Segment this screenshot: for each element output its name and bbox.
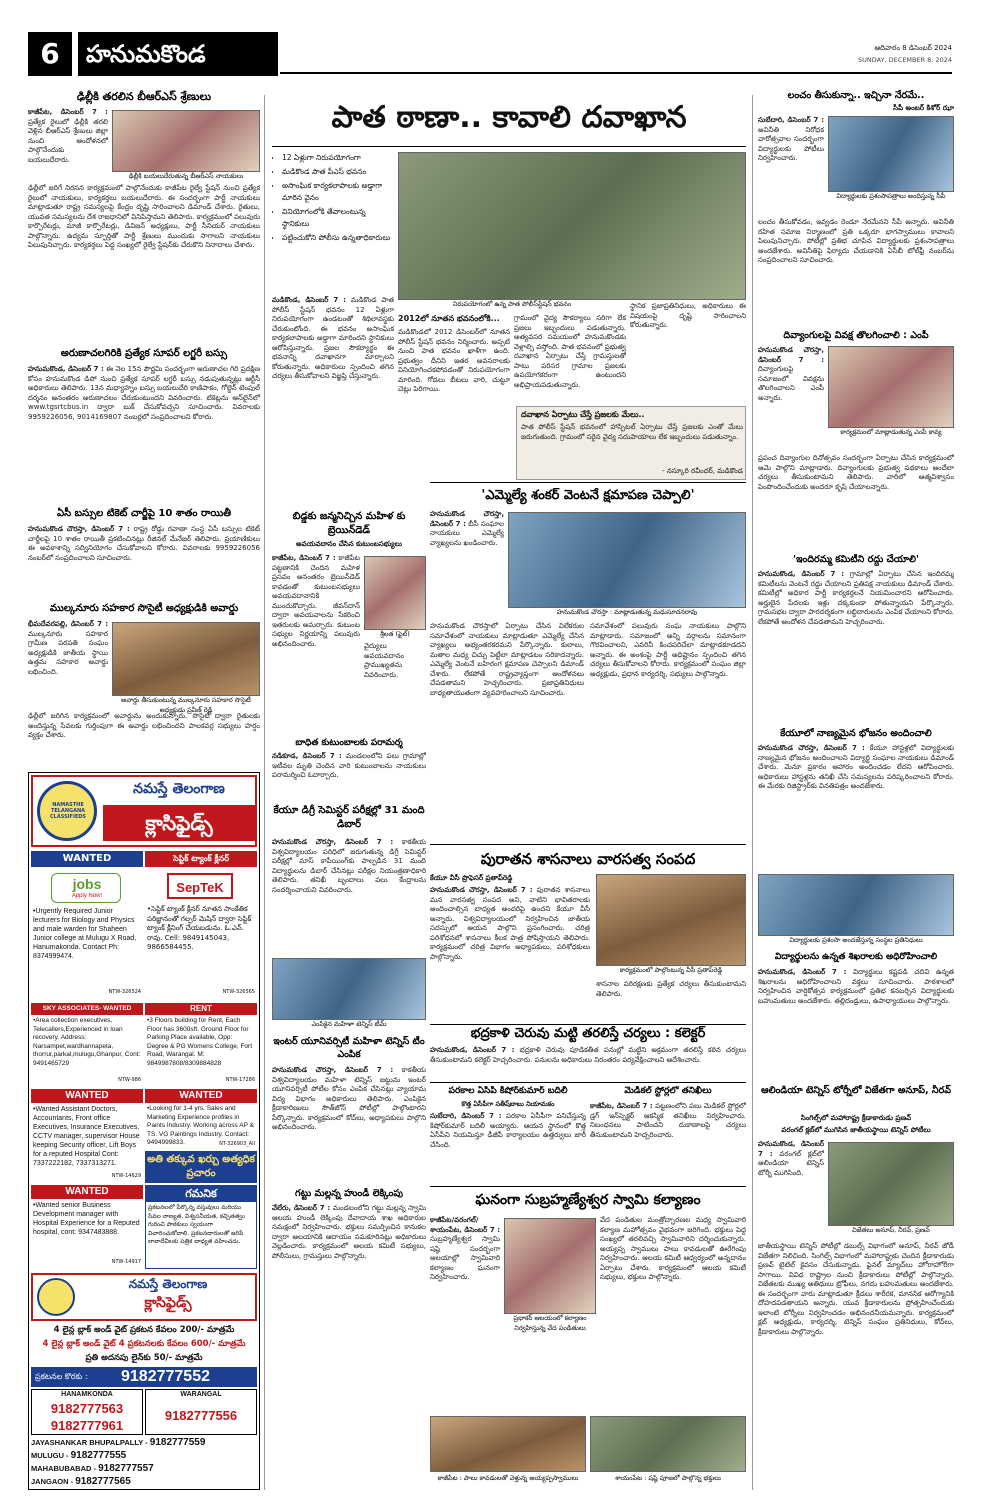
story-headline: లంచం తీసుకున్నా.. ఇచ్చినా నేరమే.. (787, 90, 925, 101)
story-birds (272, 484, 426, 736)
story-dateline: మడికొండ, డిసెంబర్ 7 : (272, 296, 347, 304)
office-city: HANAMKONDA (61, 1391, 113, 1398)
story-dateline: కాజీపేట, డిసెంబర్ 7 : (272, 554, 336, 562)
story-subhead: వరంగల్ క్లబ్‌లో ముగిసిన జాతీయస్థాయి టెన్నిస్ పోటీలు (781, 1126, 931, 1134)
story-headline: 'ఎమ్మెల్యే శంకర్ వెంటనే క్షమాపణ చెప్పాలి' (481, 488, 695, 503)
section-rule (430, 482, 746, 483)
sky-title: SKY ASSOCIATES- WANTED (31, 1003, 143, 1015)
district-row: JANGAON - 9182777565 (31, 1476, 131, 1487)
story-body: మడికొండలో 2012 డిసెంబర్‌లో నూతన పోలీస్ స్టేషన్ భవనం నిర్మించారు. అప్పటి నుంచి పాత భవనం ఖాళీగా ఉంది. ప్రభుత్వం దీనిని ఇతర అవసరాలకు వినియోగించకపోవడంతో నిరుపయోగంగా మారింది. గోడలు బీటలు వారి, చుట్టూ చెట్లు పెరిగాయి. (398, 328, 510, 393)
story-subhead: అవయవదానం చేసిన కుటుంబసభ్యులు (296, 540, 402, 548)
story-headline: 'ఇందిరమ్మ కమిటీని రద్దు చేయాలి' (793, 554, 919, 565)
jobs-logo (51, 873, 121, 903)
story-degree (272, 802, 426, 1032)
district-phone[interactable]: 9182777555 (70, 1450, 127, 1461)
story-dateline: సుబేదారి, డిసెంబర్ 7 : (758, 116, 824, 124)
story-body: కాజీపేట, డిసెంబర్ 7 : ప్రత్యేక రైలులో ఢిల్లీకి తరలి వెళ్లిన బీఆర్‌ఎస్ శ్రేణులు జిల్లా నుంచి ఆందోళనలో పాల్గొనేందుకు బయలుదేరారు. (28, 108, 108, 164)
wanted-title: WANTED (145, 1089, 257, 1103)
bullet-box (272, 152, 394, 292)
story-dateline: సుబేదారి, డిసెంబర్ 7 : (430, 1112, 502, 1120)
photo-caption: అవార్డు తీసుకుంటున్న ముల్కనూరు సహకార సొసైటీ అధ్యక్షుడు ప్రవీణ్ రెడ్డి (112, 696, 260, 716)
jobs-ad-text: •Urgently Required Junior lecturers for Biology and Physics and male warden for Shaheen Junior college at Mulugu X Road, Hanumakonda. Contact Ph: 8374999474. (33, 908, 137, 960)
story-bhadrakali (430, 1026, 746, 1080)
story-body: సమావేశంలో పలువురు సంఘ నాయకులు పాల్గొని మాట్లాడారు. సమాజంలో అన్ని వర్గాలను సమానంగా గౌరవించాలని, ఎవరినీ కించపరిచేలా మాట్లాడకూడదని అన్నారు. ఈ అంశంపై పార్టీ అధిష్టానం స్పందించి తగిన చర్యలు తీసుకోవాలని కోరారు. కార్యక్రమంలో సంఘం జిల్లా అధ్యక్షుడు, ప్రధాన కార్యదర్శి, సభ్యులు పాల్గొన్నారు. (590, 622, 746, 678)
header-date-english: SUNDAY, DECEMBER 8, 2024 (857, 56, 952, 64)
contact-phone[interactable]: 9182777552 (121, 1368, 210, 1385)
district-city: MULUGU (31, 1451, 64, 1460)
story-headline: ఢిల్లీకి తరలిన బీఆర్‌ఎస్ శ్రేణులు (76, 90, 212, 103)
story-headline: పురాతన శాసనాలు వారసత్వ సంపద (480, 850, 696, 868)
story-body: వైద్యులు అవయవదానం ప్రాముఖ్యతను వివరించారు. (364, 642, 405, 679)
rent-title: RENT (145, 1003, 257, 1015)
classifieds-seal (37, 1278, 75, 1316)
office-phone[interactable]: 9182777563 (50, 1401, 124, 1416)
story-photo (828, 116, 954, 192)
story-photo (364, 556, 426, 630)
photo-caption: ఎంపికైన మహిళా టెన్నిస్ టీమ్ (272, 1020, 426, 1030)
photo-caption: కార్యక్రమంలో పాల్గొంటున్న వీసీ ప్రతాప్‌రెడ్డి (596, 966, 746, 976)
headline-rule (272, 146, 746, 147)
story-dateline: వేలేరు, డిసెంబర్ 7 : (272, 1204, 331, 1212)
story-body: లంచం తీసుకోవడం, ఇవ్వడం రెండూ నేరమేనని సీపీ అన్నారు. అవినీతి రహిత సమాజ నిర్మాణంలో ప్రతి ఒక్కరూ భాగస్వాములు కావాలని పిలుపునిచ్చారు. పోటీల్లో ప్రతిభ చూపిన విద్యార్థులకు ప్రశంసాపత్రాలు అందజేశారు. అవినీతిపై ఫిర్యాదు చేయడానికి ఏసీబీ టోల్‌ఫ్రీ నంబర్‌ను సంప్రదించాలని సూచించారు. (758, 218, 954, 264)
story-body: స్థానిక ప్రజాప్రతినిధులు, అధికారులు ఈ విషయంపై దృష్టి సారించాలని కోరుతున్నారు. (630, 302, 746, 329)
subhead: 2012లో నూతన భవనంలోకి... (398, 314, 500, 323)
story-dateline: హనుమకొండ చౌరస్తా, డిసెంబర్ 7 : (272, 1066, 394, 1074)
story-body: హనుమకొండ చౌరస్తాలో ఏర్పాటు చేసిన విలేకరుల సమావేశంలో నాయకులు మాట్లాడుతూ ఎమ్మెల్యే చేసిన వ్యాఖ్యలు అభ్యంతరకరమని పేర్కొన్నారు. కులాలు, మతాల మధ్య చిచ్చు పెట్టేలా మాట్లాడటం సరికాదన్నారు. ఎమ్మెల్యే వెంటనే బహిరంగ క్షమాపణ చెప్పాలని డిమాండ్ చేశారు. లేకపోతే రాష్ట్రవ్యాప్తంగా ఆందోళనలు చేపడతామని హెచ్చరించారు. ప్రజాప్రతినిధులు బాధ్యతాయుతంగా వ్యవహరించాలని సూచించారు. (430, 622, 584, 697)
story-headline: ఆలిండియా టెన్నిస్ టోర్నీలో విజేతగా అనూప్, నీరవ్ (761, 1085, 951, 1096)
district-row: MULUGU - 9182777555 (31, 1450, 127, 1461)
story-body: హనుమకొండ చౌరస్తా, డిసెంబర్ 7 : కాకతీయ విశ్వవిద్యాలయం మహిళా టెన్నిస్ జట్టును ఇంటర్ యూనివర్సిటీ పోటీల కోసం ఎంపిక చేసినట్లు వ్యాయామ విద్య విభాగం అధికారులు తెలిపారు. ఎంపికైన క్రీడాకారిణులు సౌత్‌జోన్ పోటీల్లో పాల్గొంటారని పేర్కొన్నారు. కార్యక్రమంలో కోచ్‌లు, అధ్యాపకులు పాల్గొని అభినందించారు. (272, 1066, 426, 1131)
story-headline: పరకాల ఏసీపీ కిషోర్‌కుమార్ బదిలీ (448, 1086, 568, 1096)
jobs-logo-text: jobs (72, 876, 102, 892)
office-hanamkonda (31, 1389, 143, 1435)
sky-text: •Area collection executives, Telecallers,Experienced in loan recovery. Address: Narsampet,wardhannapeta, thorrur,parkal,mulugu,Ghanpur, Cont: 9491465729 (33, 1017, 141, 1067)
story-dateline: కాజీపేట/వరంగల్/శాయంపేట, డిసెంబర్ 7 : (430, 1216, 500, 1234)
bullet-item: • 12 ఏళ్లుగా నిరుపయోగంగా (282, 152, 394, 164)
story-ac-bus (28, 503, 260, 598)
photo-caption: నిరుపయోగంలో ఉన్న పాత పోలీస్‌స్టేషన్ భవనం (398, 300, 626, 310)
story-photo (508, 512, 746, 608)
story-body: హనుమకొండ చౌరస్తా, డిసెంబర్ 7 : కాకతీయ విశ్వవిద్యాలయం పరిధిలో జరుగుతున్న డిగ్రీ సెమిస్టర్ పరీక్షల్లో మాస్ కాపీయింగ్‌కు పాల్పడిన 31 మంది విద్యార్థులను డిబార్ చేసినట్లు పరీక్షల నియంత్రణాధికారి తెలిపారు. తనిఖీ బృందాలు పలు కేంద్రాలను సందర్శించాయని వివరించారు. (272, 838, 426, 894)
story-dateline: కాజీపేట, డిసెంబర్ 7 : (590, 1102, 653, 1110)
section-rule (430, 1186, 746, 1187)
story-dateline: హనుమకొండ, డిసెంబర్ 7 : (758, 968, 847, 976)
wanted-code: NTW-14629 (111, 1173, 141, 1179)
contact-label: ప్రకటనల కొరకు : (35, 1372, 88, 1381)
story-photo (828, 1142, 954, 1226)
story-bus (28, 343, 260, 503)
district-city: MAHABUBABAD (31, 1464, 92, 1473)
story-dateline: హనుమకొండ చౌరస్తా, డిసెంబర్ 7 : (758, 346, 824, 364)
story-mla (430, 484, 746, 842)
story-dateline: హనుమకొండ, డిసెంబర్ 7 : (28, 365, 104, 373)
column-rule (264, 95, 265, 1490)
story-dateline: నడికూడ, డిసెంబర్ 7 : (272, 752, 342, 760)
classifieds-sub: క్లాసిఫైడ్స్ (144, 1295, 192, 1311)
price-line: 4 లైన్ల బ్లాక్ అండ్ వైట్ ప్రకటన కేవలం 200/- మాత్రమే (53, 1325, 235, 1335)
promo-box: అతి తక్కువ ఖర్చు అత్యధిక ప్రచారం (145, 1151, 257, 1183)
header-date-telugu: ఆదివారం 8 డిసెంబర్ 2024 (874, 44, 952, 52)
story-body: కాజీపేట, డిసెంబర్ 7 : పట్టణంలోని పలు మెడికల్ స్టోర్లలో డ్రగ్ ఇన్‌స్పెక్టర్ ఆకస్మిక తనిఖీలు నిర్వహించారు. నిబంధనలు పాటించని దుకాణాలపై చర్యలు తీసుకుంటామని హెచ్చరించారు. (590, 1102, 746, 1139)
wanted-ad-bdm[interactable] (31, 1185, 143, 1269)
district-phone[interactable]: 9182777559 (149, 1437, 206, 1448)
district-phone[interactable]: 9182777557 (98, 1463, 154, 1474)
story-body: భీమదేవరపల్లి, డిసెంబర్ 7 : ముల్కనూరు సహకార గ్రామీణ పరపతి సంఘం అధ్యక్షుడికి జాతీయ స్థాయి ఉత్తమ సహకార అవార్డు లభించింది. (28, 620, 108, 676)
story-tennis (758, 1082, 954, 1490)
district-city: JANGAON (31, 1477, 69, 1486)
photo-caption: విజేతలు అనూప్, నీరవ్, ప్రణవ్ (828, 1226, 954, 1236)
page-number: 6 (28, 32, 72, 76)
septic-label: సెప్టిక్ ట్యాంక్ క్లీనర్ (145, 851, 257, 867)
story-indiramma (758, 552, 954, 724)
story-body: హనుమకొండ చౌరస్తా, డిసెంబర్ 7 : బీసీ సంఘాల నాయకులు ఎమ్మెల్యే వ్యాఖ్యలను ఖండించారు. (430, 510, 504, 547)
main-story (272, 88, 746, 480)
photo-caption: కాజీపేట : పాలు కావడులతో వెళ్తున్న అయ్యప్పస్వాములు (430, 1474, 586, 1484)
byline: - నస్కూరి రవీందర్, మడికొండ (662, 467, 743, 475)
story-body: ఢిల్లీలో జరిగిన కార్యక్రమంలో అవార్డును అందుకున్నారు. సొసైటీ ద్వారా రైతులకు అందిస్తున్న సేవలకు గుర్తింపుగా ఈ అవార్డు లభించిందని పాలకవర్గ సభ్యులు హర్షం వ్యక్తం చేశారు. (28, 712, 260, 739)
wanted-text: •Looking for 1-4 yrs. Sales and Marketing Experience profiles in Paints Industry. Working across AP & TS. VG Paintings Industry. Contact: 9494999833. (147, 1105, 254, 1146)
story-headline: బిడ్డకు జన్మనిచ్చిన మహిళ కు బ్రెయిన్‌డెడ్ (292, 511, 406, 536)
photo-caption: ఢిల్లీకి బయలుదేరుతున్న బీఆర్‌ఎస్ నాయకులు (112, 172, 260, 182)
story-photo (430, 1416, 586, 1472)
price-line: 4 లైన్ల బ్లాక్ అండ్ వైట్ 4 ప్రకటనలకు కేవలం 600/- మాత్రమే (42, 1339, 246, 1349)
story-body: శాసనాల పరిరక్షణకు ప్రత్యేక చర్యలు తీసుకుంటామని తెలిపారు. (596, 980, 746, 998)
story-divyang (758, 328, 954, 550)
story-body: హనుమకొండ, డిసెంబర్ 7 : భద్రకాళి చెరువు పూడికతీత పనుల్లో మట్టిని అక్రమంగా తరలిస్తే కఠిన చర్యలు తీసుకుంటామని కలెక్టర్ హెచ్చరించారు. పనులను అధికారులు నిరంతరం పర్యవేక్షించాలని ఆదేశించారు. (430, 1046, 746, 1064)
story-brs (28, 88, 260, 343)
story-headline: అరుణాచలగిరికి ప్రత్యేక సూపర్ లగ్జరీ బస్సు (60, 348, 228, 359)
bullet-item: • పట్టించుకోని పోలీసు ఉన్నతాధికారులు (282, 232, 394, 244)
district-row: MAHABUBABAD - 9182777557 (31, 1463, 154, 1474)
wanted-code: NTW-14917 (111, 1259, 141, 1265)
story-subhead: సింగిల్స్‌లో మహారాష్ట్ర క్రీడాకారుడు ప్రణవ్ (800, 1114, 912, 1122)
section-title: హనుమకొండ (78, 32, 278, 76)
wanted-text: •Wanted senior Business Development manager with Hospital Experience for a Reputed hospital, cont: 9347483888. (33, 1202, 140, 1236)
ganika-box (145, 1185, 257, 1269)
story-body: నడికూడ, డిసెంబర్ 7 : మండలంలోని పలు గ్రామాల్లో ఇటీవల మృతి చెందిన వారి కుటుంబాలను నాయకులు పరామర్శించి ఓదార్చారు. (272, 752, 426, 779)
main-headline: పాత ఠాణా.. కావాలి దవాఖాన (331, 100, 687, 135)
photo-caption: విద్యార్థులకు ప్రశంసా అందజేస్తున్న సంస్థల ప్రతినిధులు (758, 936, 954, 946)
story-lancham (758, 88, 954, 326)
wanted-code: NT-326903_All (219, 1141, 255, 1147)
sky-ad[interactable] (31, 1003, 143, 1087)
district-phone[interactable]: 9182777565 (75, 1476, 131, 1487)
story-headline: మెడికల్ స్టోర్లలో తనిఖీలు (624, 1086, 712, 1096)
septic-ad-code: NTW-326565 (222, 989, 255, 995)
wanted-ad-paints[interactable] (145, 1089, 257, 1149)
story-subhead: కొత్త ఏసీపీగా సతీష్‌బాబు నియామకం (461, 1100, 555, 1108)
story-kaya (758, 726, 954, 948)
classifieds-brand: నమస్తే తెలంగాణ (128, 1277, 208, 1291)
story-body: వేద పండితుల మంత్రోచ్ఛారణల మధ్య స్వామివారి కల్యాణ మహోత్సవం వైభవంగా జరిగింది. భక్తులు పెద్ద సంఖ్యలో తరలివచ్చి స్వామివారిని దర్శించుకున్నారు. అయ్యప్ప స్వాములు పాలు కావడులతో ఊరేగింపు నిర్వహించారు. ఆలయ కమిటీ ఆధ్వర్యంలో అన్నదానం ఏర్పాటు చేశారు. కార్యక్రమంలో ఆలయ కమిటీ సభ్యులు, భక్తులు పాల్గొన్నారు. (600, 1216, 746, 1281)
septic-ad-text: •సెప్టిక్ ట్యాంక్ క్లీనర్ నూతన సాంకేతిక పరిజ్ఞానంతో గల్పర్ మెషిన్ ద్వారా సెప్టిక్ ట్యాంక్ క్లీనింగ్ చేయబడును. ఓ.ఎన్. రావు. Cell: 9849145043, 9866584455. (147, 905, 252, 951)
story-body: పాత పోలీస్ స్టేషన్ భవనంలో హాస్పిటల్ ఏర్పాటు చేస్తే ప్రజలకు ఎంతో మేలు జరుగుతుంది. గ్రామంలో సరైన వైద్య సదుపాయాలు లేక ఇబ్బందులు పడుతున్నాం. (521, 423, 743, 441)
story-headline: ఇంటర్ యూనివర్సిటీ మహిళా టెన్నిస్ టీం ఎంపిక (273, 1036, 425, 1060)
story-body: హనుమకొండ చౌరస్తా, డిసెంబర్ 7 : కేయూ హాస్టళ్లలో విద్యార్థులకు నాణ్యమైన భోజనం అందించాలని విద్యార్థి సంఘాల నాయకులు డిమాండ్ చేశారు. మెనూ ప్రకారం ఆహారం అందించడం లేదని ఆరోపించారు. అధికారులు హాస్టళ్లను తనిఖీ చేసి సమస్యలను పరిష్కరించాలని కోరారు. ఈ మేరకు రిజిస్ట్రార్‌కు వినతిపత్రం అందజేశారు. (758, 744, 954, 790)
classifieds-banner (31, 775, 257, 847)
story-acp (430, 1084, 586, 1184)
section-rule (430, 1024, 746, 1025)
story-body: ఢిల్లీలో జరిగే నిరసన కార్యక్రమంలో పాల్గొనేందుకు కాజీపేట రైల్వే స్టేషన్ నుంచి ప్రత్యేక రైలులో నాయకులు, కార్యకర్తలు బయలుదేరారు. ఈ సందర్భంగా పార్టీ నాయకులు మాట్లాడుతూ రాష్ట్ర సమస్యలపై కేంద్రం దృష్టి సారించాలని డిమాండ్ చేశారు. రైతులు, యువత సమస్యలను దేశ రాజధానిలో వినిపిస్తామని తెలిపారు. కార్యక్రమంలో పలువురు కార్పొరేటర్లు, మాజీ కార్పొరేటర్లు, డివిజన్ అధ్యక్షులు, పార్టీ సీనియర్ నాయకులు పాల్గొన్నారు. ఉద్యమ స్ఫూర్తితో పార్టీ శ్రేణులు ముందుకు సాగాలని నాయకులు పిలుపునిచ్చారు. కార్యకర్తలు పెద్ద సంఖ్యలో రైల్వే స్టేషన్‌కు చేరుకొని నినాదాలు చేశారు. (28, 184, 260, 249)
rent-code: NTW-17286 (225, 1077, 255, 1083)
rent-text: •3 Floors building for Rent, Each Floor has 3600sft. Ground Floor for Parking Place available, Opp: Degree & PG Womens College, Fort Road, Warangal. M: 9849987808/8309884828 (147, 1017, 253, 1067)
sidebar-box (516, 406, 746, 480)
classifieds-panel (28, 772, 260, 1490)
story-body: హనుమకొండ చౌరస్తా, డిసెంబర్ 7 : రాష్ట్ర రోడ్డు రవాణా సంస్థ ఏసీ బస్సుల టికెట్ చార్జీలపై 10 శాతం రాయితీ ప్రకటించినట్లు రీజినల్ మేనేజర్ తెలిపారు. ప్రయాణికులు ఈ అవకాశాన్ని సద్వినియోగం చేసుకోవాలని కోరారు. వివరాలకు 9959226056 నంబర్‌లో సంప్రదించాలని సూచించారు. (28, 525, 260, 562)
story-photo (590, 1416, 746, 1472)
photo-caption: కార్యక్రమంలో మాట్లాడుతున్న ఎంపీ కావ్య (828, 428, 954, 438)
wanted-ad-hospital[interactable] (31, 1089, 143, 1183)
story-headline: ఏసీ బస్సుల టికెట్ చార్జీపై 10 శాతం రాయితీ (56, 508, 232, 519)
septek-logo: SepTeK (167, 873, 233, 899)
story-dateline: భీమదేవరపల్లి, డిసెంబర్ 7 : (28, 620, 108, 628)
page-header (0, 32, 981, 76)
story-body: సుబేదారి, డిసెంబర్ 7 : అవినీతి నిరోధక వారోత్సవాల సందర్భంగా విద్యార్థులకు పోటీలు నిర్వహించారు. (758, 116, 824, 162)
story-headline: గట్టు మల్లన్న హుండీ లెక్కింపు (295, 1188, 403, 1199)
story-body: సుబేదారి, డిసెంబర్ 7 : పరకాల ఏసీపీగా పనిచేస్తున్న కిషోర్‌కుమార్ బదిలీ అయ్యారు. ఆయన స్థానంలో కొత్త ఏసీపీని నియమిస్తూ డీజీపీ కార్యాలయం ఉత్తర్వులు జారీ చేసింది. (430, 1112, 586, 1149)
district-city: JAYASHANKAR BHUPALPALLY (31, 1438, 144, 1447)
story-dateline: హనుమకొండ, డిసెంబర్ 7 : (430, 1046, 515, 1054)
story-body: హనుమకొండ, డిసెంబర్ 7 : ఈ నెల 15న పౌర్ణమి సందర్భంగా అరుణాచల గిరి ప్రదక్షిణ కోసం హనుమకొండ డిపో నుంచి ప్రత్యేక సూపర్ లగ్జరీ బస్సు నడుపుతున్నట్లు ఆర్టీసీ అధికారులు తెలిపారు. 13న మధ్యాహ్నం బస్సు బయలుదేరి కాణిపాకం, గోల్డెన్ టెంపుల్ దర్శనం అనంతరం అరుణాచలం చేరుకుంటుందని వివరించారు. టికెట్లను ఆన్‌లైన్‌లో www.tgsrtcbus.in ద్వారా బుక్ చేసుకోవచ్చని సూచించారు. వివరాలకు 9959226056, 9014169807 నంబర్లలో సంప్రదించాలని కోరారు. (28, 365, 260, 421)
sky-code: NTW-986 (118, 1077, 141, 1083)
story-body: ప్రపంచ దివ్యాంగుల దినోత్సవం సందర్భంగా ఏర్పాటు చేసిన కార్యక్రమంలో ఆమె పాల్గొని మాట్లాడారు. దివ్యాంగులకు ప్రభుత్వ పథకాలు అందేలా చర్యలు తీసుకుంటామని తెలిపారు. వారిలో ఆత్మవిశ్వాసం పెంపొందించేందుకు అందరూ కృషి చేయాలన్నారు. (758, 454, 954, 491)
story-photo (596, 874, 746, 966)
classifieds-brand: నమస్తే తెలంగాణ (133, 781, 225, 797)
story-dateline: హనుమకొండ చౌరస్తా, డిసెంబర్ 7 : (272, 838, 394, 846)
classifieds-sub: క్లాసిఫైడ్స్ (103, 805, 255, 841)
septic-ad[interactable] (145, 869, 257, 1001)
story-body: హనుమకొండ, డిసెంబర్ 7 : విద్యార్థులు కష్టపడి చదివి ఉన్నత శిఖరాలను అధిరోహించాలని వక్తలు సూచించారు. పాఠశాలలో నిర్వహించిన వార్షికోత్సవ కార్యక్రమంలో ప్రతిభ కనబర్చిన విద్యార్థులకు బహుమతులు అందజేశారు. తల్లిదండ్రులు, ఉపాధ్యాయులు పాల్గొన్నారు. (758, 968, 954, 1005)
office-phone[interactable]: 9182777961 (50, 1418, 124, 1433)
rent-ad[interactable] (145, 1003, 257, 1087)
story-body: హనుమకొండ చౌరస్తా, డిసెంబర్ 7 : దివ్యాంగులపై సమాజంలో వివక్షను తొలగించాలని ఎంపీ అన్నారు. (758, 346, 824, 402)
photo-caption: హనుమకొండ చౌరస్తా : మాట్లాడుతున్న మధుసూదనరావు (508, 608, 746, 618)
story-headline: బాధిత కుటుంబాలకు పరామర్శ (295, 738, 403, 748)
story-body: కాజీపేట/వరంగల్/శాయంపేట, డిసెంబర్ 7 : సుబ్రహ్మణ్యేశ్వర స్వామి షష్ఠి సందర్భంగా ఆలయాల్లో స్వామివారి కల్యాణం ఘనంగా నిర్వహించారు. (430, 1216, 500, 1281)
jobs-logo-tag: Apply Now! (71, 893, 103, 899)
story-kalyanam (430, 1188, 746, 1490)
story-dateline: కాజీపేట, డిసెంబర్ 7 : (28, 108, 108, 116)
subhead: దవాఖాన ఏర్పాటు చేస్తే ప్రజలకు మేలు.. (521, 410, 645, 419)
photo-caption: ప్రభాకర్ ఆలయంలో కల్యాణం నిర్వహిస్తున్న వేద పండితులు (504, 1314, 596, 1334)
seal-text: NAMASTHE TELANGANA CLASSIFIEDS (49, 802, 86, 820)
photo-caption: శ్రీలత (ఫైల్) (364, 630, 426, 640)
bullet-item: • మడికొండ పాత పీఎస్ భవనం (282, 166, 394, 178)
story-headline: విద్యార్థులను ఉన్నత శిఖరాలకు అధిరోహించాలి (774, 952, 938, 962)
header-rule (280, 72, 952, 74)
bullet-item: • వినియోగంలోకి తేవాలంటున్న స్థానికులు (282, 206, 394, 230)
story-dateline: హనుమకొండ చౌరస్తా, డిసెంబర్ 7 : (758, 744, 865, 752)
wanted-label: WANTED (31, 851, 143, 867)
story-dateline: హనుమకొండ చౌరస్తా, డిసెంబర్ 7 : (430, 510, 504, 528)
story-dateline: హనుమకొండ, డిసెంబర్ 7 : (758, 570, 845, 578)
price-line: ప్రతి అదనపు లైన్‌కు 50/- మాత్రమే (85, 1353, 203, 1363)
story-headline: దివ్యాంగులపై వివక్ష తొలగించాలి : ఎంపీ (783, 330, 929, 341)
section-rule (430, 844, 746, 845)
story-students (758, 950, 954, 1080)
classifieds-banner-bottom (31, 1273, 257, 1321)
phone-numbers: 9959226056, 9014169807 (28, 412, 122, 421)
story-hundi (272, 1186, 426, 1386)
column-rule (752, 95, 753, 1490)
story-body: జాతీయస్థాయి టెన్నిస్ పోటీల్లో డబుల్స్ విభాగంలో అనూప్, నీరవ్ జోడీ విజేతగా నిలిచింది. సింగిల్స్ విభాగంలో మహారాష్ట్రకు చెందిన క్రీడాకారుడు ప్రణవ్ టైటిల్ కైవసం చేసుకున్నాడు. ఫైనల్ మ్యాచ్‌లు హోరాహోరీగా సాగాయి. వివిధ రాష్ట్రాల నుంచి క్రీడాకారులు పోటీల్లో పాల్గొన్నారు. విజేతలకు ముఖ్య అతిథులు ట్రోఫీలు, నగదు బహుమతులు అందజేశారు. ఈ సందర్భంగా వారు మాట్లాడుతూ క్రీడలు శారీరక, మానసిక ఆరోగ్యానికి దోహదపడతాయని అన్నారు. యువ క్రీడాకారులను ప్రోత్సహించేందుకు ఇలాంటి టోర్నీలు నిర్వహించడం అభినందనీయమన్నారు. కార్యక్రమంలో క్లబ్ అధ్యక్షుడు, కార్యదర్శి, టెన్నిస్ సంఘం ప్రతినిధులు, కోచ్‌లు, క్రీడాకారులు పాల్గొన్నారు. (758, 1242, 954, 1336)
office-warangal (145, 1389, 257, 1435)
story-headline: కేయూలో నాణ్యమైన భోజనం అందించాలి (780, 728, 932, 739)
website-link[interactable]: www.tgsrtcbus.in (28, 403, 89, 411)
story-subhead: సీపీ అంబర్ కిశోర్ ఝా (893, 104, 954, 112)
story-subhead: కేయూ వీసీ ప్రొఫెసర్ ప్రతాప్‌రెడ్డి (430, 874, 513, 882)
story-headline: ముల్కనూరు సహకార సొసైటీ అధ్యక్షుడికి అవార్డు (49, 603, 239, 614)
story-inscriptions (430, 846, 746, 1022)
contact-row (31, 1367, 257, 1387)
story-headline: కేయూ డిగ్రీ సెమిస్టర్ పరీక్షల్లో 31 మంది డిబార్ (273, 805, 425, 830)
story-photo (758, 874, 954, 936)
story-body: వేలేరు, డిసెంబర్ 7 : మండలంలోని గట్టు మల్లన్న స్వామి ఆలయ హుండీ లెక్కింపు దేవాదాయ శాఖ అధికారుల సమక్షంలో నిర్వహించారు. భక్తులు సమర్పించిన కానుకల ద్వారా ఆలయానికి ఆదాయం సమకూరినట్లు అధికారులు వెల్లడించారు. కార్యక్రమంలో ఆలయ కమిటీ సభ్యులు, పోలీసులు, గ్రామస్తులు పాల్గొన్నారు. (272, 1204, 426, 1260)
photo-caption: శాయంపేట : షష్ఠి పూజలో పాల్గొన్న భక్తులు (590, 1474, 746, 1484)
phone-number: 9959226056 (215, 544, 260, 552)
district-offices (31, 1437, 257, 1489)
story-body: హనుమకొండ చౌరస్తా, డిసెంబర్ 7 : పురాతన శాసనాలు మన వారసత్వ సంపద అని, వాటిని భావితరాలకు అందించాల్సిన బాధ్యత అందరిపై ఉందని కేయూ వీసీ అన్నారు. విశ్వవిద్యాలయంలో నిర్వహించిన జాతీయ సదస్సులో ఆయన పాల్గొని ప్రసంగించారు. చరిత్ర పరిశోధనలో శాసనాలు కీలక పాత్ర పోషిస్తాయని తెలిపారు. కార్యక్రమంలో చరిత్ర విభాగం అధ్యాపకులు, పరిశోధకులు పాల్గొన్నారు. (430, 886, 590, 961)
story-body: హనుమకొండ, డిసెంబర్ 7 : గ్రామాల్లో ఏర్పాటు చేసిన ఇందిరమ్మ కమిటీలను వెంటనే రద్దు చేయాలని ప్రతిపక్ష నాయకులు డిమాండ్ చేశారు. కమిటీల్లో అధికార పార్టీ కార్యకర్తలనే నియమించారని ఆరోపించారు. అర్హులైన పేదలకు ఇళ్లు దక్కకుండా పోతున్నాయని పేర్కొన్నారు. గ్రామసభల ద్వారా పారదర్శకంగా లబ్ధిదారులను ఎంపిక చేయాలని కోరారు. లేకపోతే ఆందోళన చేపడతామని హెచ్చరించారు. (758, 570, 954, 626)
story-body: హనుమకొండ, డిసెంబర్ 7 : వరంగల్ క్లబ్‌లో ఆలిండియా టెన్నిస్ టోర్నీ ముగిసింది. (758, 1140, 824, 1177)
wanted-title: WANTED (31, 1089, 143, 1103)
photo-caption: విద్యార్థులకు ప్రశంసాపత్రాలు అందిస్తున్న సీపీ (828, 192, 954, 202)
story-photo (504, 1218, 596, 1314)
classifieds-seal (37, 781, 97, 841)
story-dateline: హనుమకొండ, డిసెంబర్ 7 : (758, 1140, 824, 1158)
story-headline: భద్రకాళి చెరువు మట్టి తరలిస్తే చర్యలు : కలెక్టర్ (470, 1026, 706, 1041)
story-body: మడికొండ, డిసెంబర్ 7 : మడికొండ పాత పోలీస్ స్టేషన్ భవనం 12 ఏళ్లుగా నిరుపయోగంగా ఉండటంతో శిథిలావస్థకు చేరుకుంటోంది. ఈ భవనం అసాంఘిక కార్యకలాపాలకు అడ్డాగా మారిందని స్థానికులు ఆరోపిస్తున్నారు. ప్రజల సౌకర్యార్థం ఈ భవనాన్ని దవాఖానగా మార్చాలని కోరుతున్నారు. అధికారులు స్పందించి తగిన చర్యలు తీసుకోవాలని విజ్ఞప్తి చేస్తున్నారు. (272, 296, 394, 380)
office-phone[interactable]: 9182777556 (164, 1408, 238, 1423)
story-photo (112, 110, 260, 172)
wanted-text: •Wanted Assistant Doctors, Accountants, Front office Executives, Insurance Executives, CCTV manager, supervisor House keeping Security officer, Lift Boys for a reputed Hospital Cont: 7337222182, 7337313271. (33, 1106, 140, 1167)
wanted-title: WANTED (31, 1185, 143, 1199)
story-award (28, 598, 260, 766)
story-body: గ్రామంలో వైద్య సౌకర్యాలు సరిగా లేక ప్రజలు ఇబ్బందులు పడుతున్నారు. అత్యవసర సమయంలో హనుమకొండకు వెళ్లాల్సి వస్తోంది. పాత భవనంలో ప్రభుత్వ దవాఖాన ఏర్పాటు చేస్తే గ్రామస్తులతో పాటు పరిసర గ్రామాల ప్రజలకు ఉపయోగకరంగా ఉంటుందని అభిప్రాయపడుతున్నారు. (514, 314, 626, 389)
office-city: WARANGAL (180, 1391, 222, 1398)
story-dateline: హనుమకొండ చౌరస్తా, డిసెంబర్ 7 : (430, 886, 533, 894)
story-photo (828, 346, 954, 428)
ganika-text: ప్రకటనలలో పేర్కొన్న వస్తువులు మరియు సేవల నాణ్యత, విశ్వసనీయత, కచ్చితత్వం గురించి పాఠకులు స్వయంగా విచారించుకోవాలి. ప్రకటనదారులతో జరిపే లావాదేవీలకు పత్రిక బాధ్యత వహించదు. (148, 1204, 245, 1245)
jobs-ad-code: NTW-326524 (108, 989, 141, 995)
bullet-item: • అసాంఘిక కార్యకలాపాలకు అడ్డాగా మారిన వైనం (282, 180, 394, 204)
story-body: కాజీపేట, డిసెంబర్ 7 : కాజీపేట పట్టణానికి చెందిన మహిళ ప్రసవం అనంతరం బ్రెయిన్‌డెడ్ కావడంతో కుటుంబసభ్యులు అవయవదానానికి ముందుకొచ్చారు. జీవన్‌దాన్ ద్వారా అవయవాలను సేకరించి ఇతరులకు అమర్చారు. కుటుంబ సభ్యుల నిర్ణయాన్ని పలువురు అభినందించారు. (272, 554, 360, 648)
story-photo (112, 622, 260, 696)
section-rule (430, 1082, 746, 1083)
story-dateline: హనుమకొండ చౌరస్తా, డిసెంబర్ 7 : (28, 525, 130, 533)
main-photo (398, 152, 746, 300)
story-family (272, 736, 426, 802)
jobs-ad[interactable] (31, 869, 143, 1001)
story-photo (272, 958, 426, 1020)
district-row: JAYASHANKAR BHUPALPALLY - 9182777559 (31, 1437, 206, 1448)
story-inter (272, 1034, 426, 1184)
ganika-title: గమనిక (146, 1186, 256, 1202)
story-headline: ఘనంగా సుబ్రహ్మణ్యేశ్వర స్వామి కల్యాణం (475, 1192, 701, 1208)
story-medical (590, 1084, 746, 1184)
